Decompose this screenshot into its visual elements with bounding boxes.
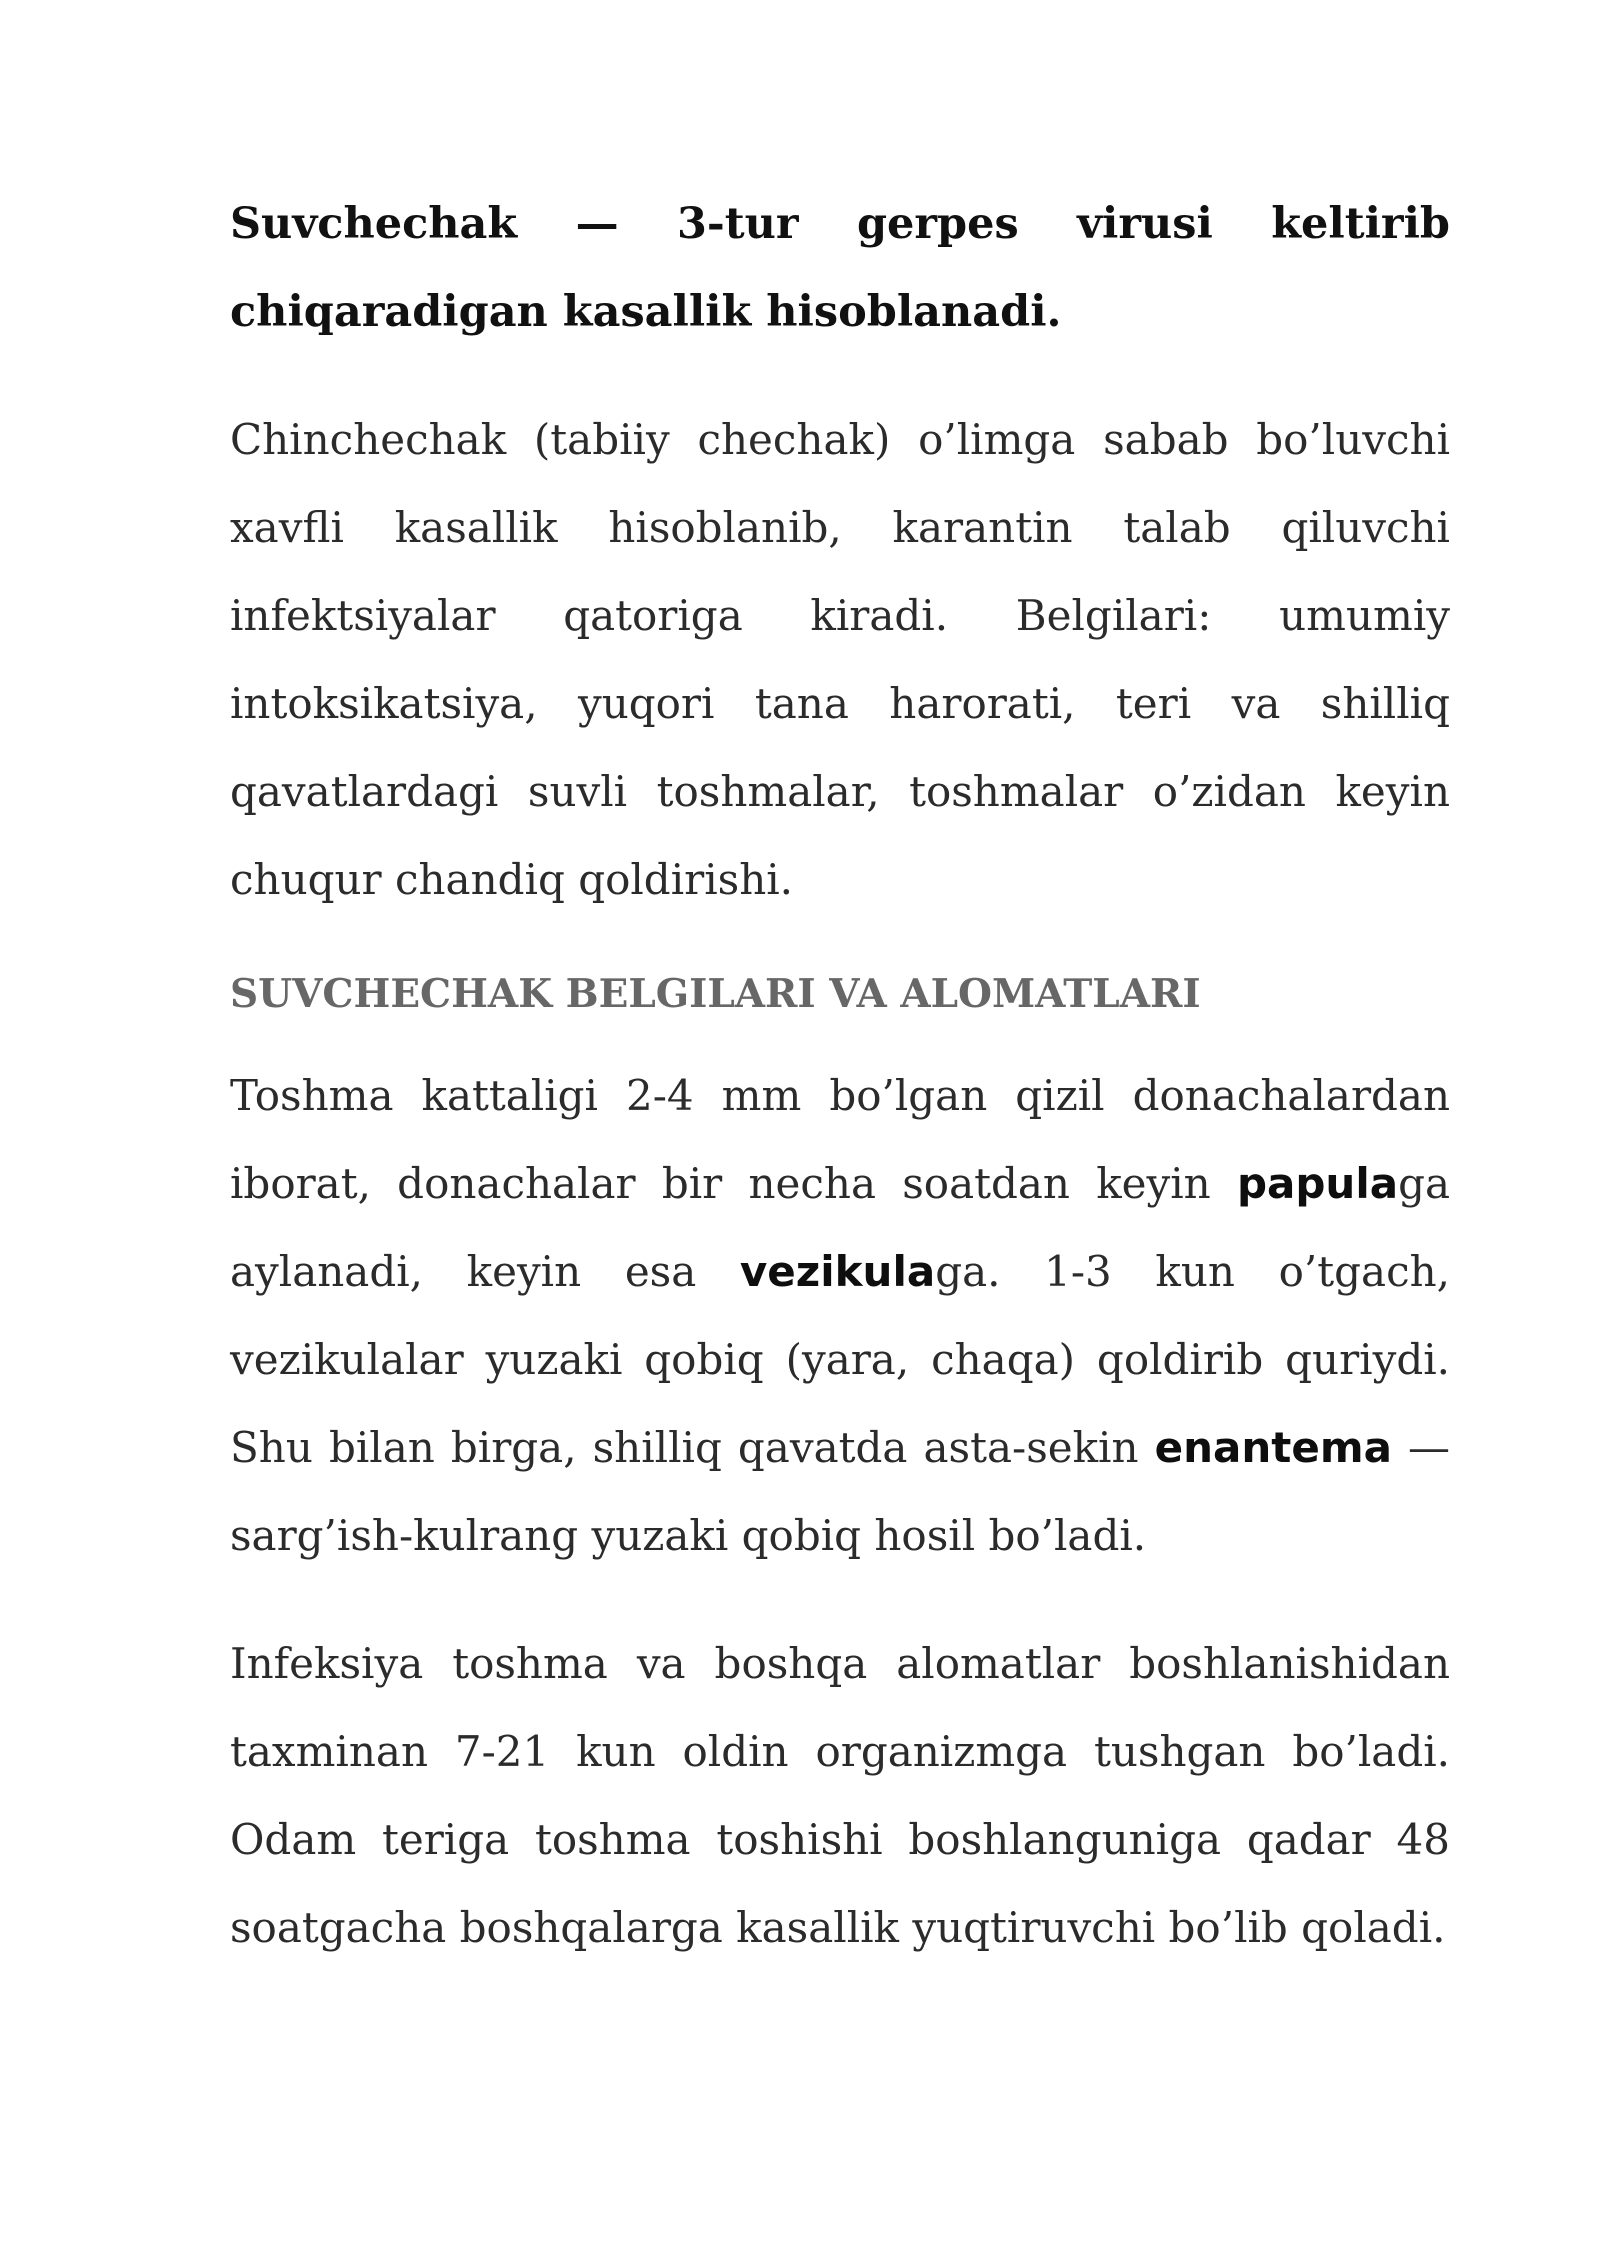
symptoms-text-4: — sarg’ish-kulrang yuzaki qobiq hosil bo’ladi. bbox=[230, 1423, 1451, 1560]
section-heading: SUVCHECHAK BELGILARI VA ALOMATLARI bbox=[230, 971, 1201, 1017]
symptoms-text-2: ga aylanadi, keyin esa bbox=[230, 1159, 1450, 1296]
symptoms-text-3: ga. 1-3 kun o’tgach, vezikulalar yuzaki qobiq (yara, chaqa) qoldirib quriydi. Shu bilan birga, shilliq qavatda asta-sekin bbox=[230, 1247, 1450, 1472]
lead-statement: Suvchechak — 3-tur gerpes virusi keltirib chiqaradigan kasallik hisoblanadi. bbox=[230, 199, 1450, 337]
term-vezikula: vezikula bbox=[739, 1247, 936, 1296]
infection-paragraph: Infeksiya toshma va boshqa alomatlar boshlanishidan taxminan 7-21 kun oldin organizmga tushgan bo’ladi. Odam teriga toshma toshishi boshlanguniga qadar 48 soatgacha boshqalarga kasallik yuqtiruvchi bo’lib qoladi. bbox=[230, 1639, 1450, 1952]
term-papula: papula bbox=[1236, 1159, 1399, 1208]
symptoms-paragraph bbox=[230, 1052, 1450, 1580]
symptoms-text-1: Toshma kattaligi 2-4 mm bo’lgan qizil donachalardan iborat, donachalar bir necha soatdan keyin bbox=[230, 1071, 1450, 1208]
term-enantema: enantema bbox=[1154, 1423, 1392, 1472]
intro-paragraph: Chinchechak (tabiiy chechak) o’limga sabab bo’luvchi xavfli kasallik hisoblanib, karantin talab qiluvchi infektsiyalar qatoriga kiradi. Belgilari: umumiy intoksikatsiya, yuqori tana harorati, teri va shilliq qavatlardagi suvli toshmalar, toshmalar o’zidan keyin chuqur chandiq qoldirishi. bbox=[230, 415, 1450, 904]
document-page bbox=[230, 180, 1450, 2012]
